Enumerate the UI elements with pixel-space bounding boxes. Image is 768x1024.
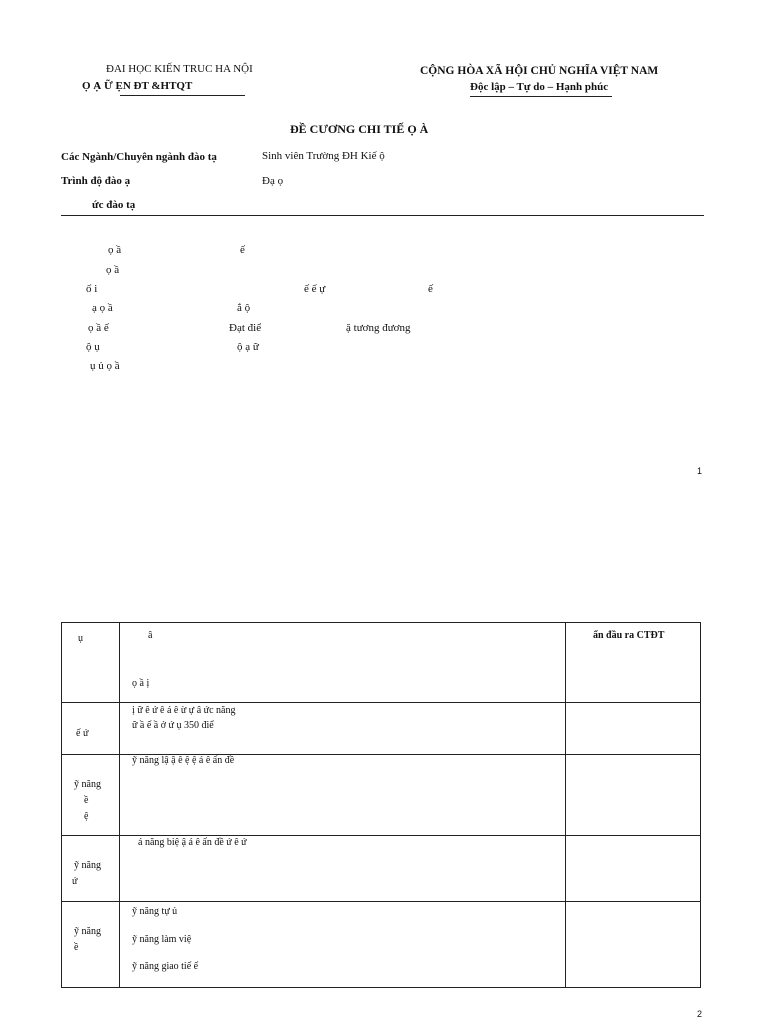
- country-name: CỘNG HÒA XÃ HỘI CHỦ NGHĨA VIỆT NAM: [420, 65, 659, 77]
- header-description-line1: â: [148, 630, 153, 641]
- row-4-content-line3: ỹ năng giao tiế ế: [132, 961, 199, 972]
- department-underline: [120, 95, 245, 96]
- info-line-6-col1: ộ ụ: [86, 341, 100, 353]
- row-label-cell: [62, 902, 120, 988]
- row-3-label-line2: ứ: [72, 876, 78, 887]
- table-row: [62, 902, 701, 988]
- row-4-content-line1: ỹ năng tự ủ: [132, 906, 178, 917]
- header-outcomes-label: ẩn đầu ra CTĐT: [593, 630, 665, 641]
- row-3-content-line1: á năng biệ ậ á ê ấn đề ứ ê ứ: [138, 837, 247, 848]
- row-4-label-line2: ề: [74, 942, 79, 953]
- row-content-cell: [120, 902, 566, 988]
- row-1-content-line1: ị ữ ê ứ ê á ê ừ ự â ức năng: [132, 705, 236, 716]
- info-line-3-col3: ế ế ự: [304, 283, 326, 295]
- level-value: Đạ ọ: [262, 175, 284, 187]
- info-line-3-col1: ố i: [86, 283, 98, 295]
- row-4-content-line2: ỹ năng làm việ: [132, 934, 192, 945]
- header-cell-objective: [62, 623, 120, 703]
- row-label-cell: [62, 755, 120, 836]
- row-2-label-line2: ề: [84, 795, 89, 806]
- page-number-1: 1: [697, 466, 703, 476]
- table-row: [62, 703, 701, 755]
- row-2-content-line1: ỹ năng lậ ậ ê ệ ệ á ê ấn đề: [132, 755, 235, 766]
- table-header-row: [62, 623, 701, 703]
- row-content-cell: [120, 703, 566, 755]
- university-name: ĐAI HỌC KIẾN TRUC HA NỘI: [106, 63, 253, 75]
- page-number-2: 2: [697, 1009, 703, 1019]
- info-line-7-col1: ụ ủ ọ ầ: [90, 360, 120, 372]
- program-label: Các Ngành/Chuyên ngành đào tạ: [61, 151, 217, 163]
- table-row: [62, 836, 701, 902]
- info-line-2-col1: ọ ầ: [106, 264, 120, 276]
- department-name: Ọ Ạ Ữ ẸN ĐT &HTQT: [82, 80, 193, 92]
- header-description-line2: ọ ầ ị: [132, 678, 150, 689]
- row-outcome-cell: [566, 902, 701, 988]
- info-line-4-col1: ạ ọ ầ: [92, 302, 113, 314]
- row-3-label-line1: ỹ năng: [74, 860, 101, 871]
- row-2-label-line3: ệ: [84, 811, 89, 822]
- header-cell-outcomes: [566, 623, 701, 703]
- row-2-label-line1: ỹ năng: [74, 779, 101, 790]
- info-line-3-col4: ế: [428, 283, 433, 295]
- header-divider: [61, 215, 704, 216]
- level-label: Trình độ đào ạ: [61, 175, 131, 187]
- row-content-cell: [120, 836, 566, 902]
- info-line-5-col3: ặ tương đương: [346, 322, 411, 334]
- row-outcome-cell: [566, 836, 701, 902]
- program-value: Sinh viên Trường ĐH Kiế ộ: [262, 150, 385, 162]
- info-line-1-col1: ọ ầ: [108, 244, 122, 256]
- info-line-1-col2: ế: [240, 244, 245, 256]
- table-row: [62, 755, 701, 836]
- row-1-label: ế ứ: [76, 728, 89, 739]
- course-objectives-table: [61, 622, 701, 988]
- document-title: ĐỀ CƯƠNG CHI TIẾ Ọ À: [290, 122, 429, 136]
- info-line-5-col2: Đạt điể: [229, 322, 262, 334]
- row-label-cell: [62, 703, 120, 755]
- header-objective-label: ụ: [78, 633, 83, 644]
- national-motto: Độc lập – Tự do – Hạnh phúc: [470, 81, 609, 93]
- row-outcome-cell: [566, 755, 701, 836]
- info-line-4-col2: ắ ộ: [237, 302, 251, 314]
- mode-label: ức đào tạ: [92, 199, 136, 211]
- row-4-label-line1: ỹ năng: [74, 926, 101, 937]
- row-outcome-cell: [566, 703, 701, 755]
- header-cell-description: [120, 623, 566, 703]
- info-line-6-col2: ộ ạ ữ: [237, 341, 259, 353]
- row-label-cell: [62, 836, 120, 902]
- row-content-cell: [120, 755, 566, 836]
- info-line-5-col1: ọ ầ ế: [88, 322, 109, 334]
- motto-underline: [470, 96, 612, 97]
- row-1-content-line2: ữ ầ ế ầ ở ứ ụ 350 điể: [132, 720, 214, 731]
